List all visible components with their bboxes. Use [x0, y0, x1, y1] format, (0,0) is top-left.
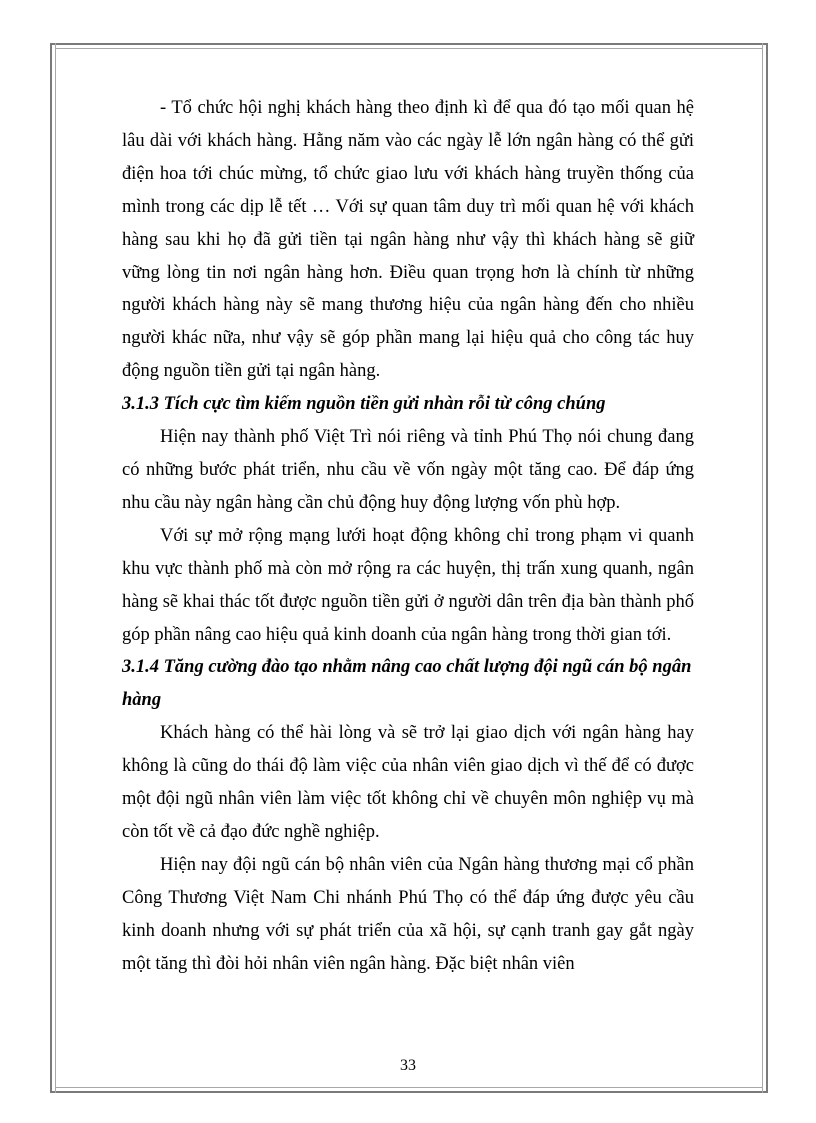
- border-right-inner: [762, 43, 763, 1093]
- border-left-inner: [55, 43, 56, 1093]
- border-bottom: [50, 1091, 768, 1093]
- paragraph-network-expansion: Với sự mở rộng mạng lưới hoạt động không chỉ trong phạm vi quanh khu vực thành phố mà còn mở rộng ra các huyện, thị trấn xung quanh, ngân hàng sẽ khai thác tốt được nguồn tiền gửi ở người dân trên địa bàn thành phố góp phần nâng cao hiệu quả kinh doanh của ngân hàng trong thời gian tới.: [122, 525, 694, 645]
- border-bottom-inner: [55, 1087, 763, 1088]
- paragraph-customer-conference: - Tổ chức hội nghị khách hàng theo định kì để qua đó tạo mối quan hệ lâu dài với khách hàng. Hằng năm vào các ngày lễ lớn ngân hàng có thể gửi điện hoa tới chúc mừng, tổ chức giao lưu với khách hàng truyền thống của mình trong các dịp lễ tết … Với sự quan tâm duy trì mối quan hệ với khách hàng sau khi họ đã gửi tiền tại ngân hàng như vậy thì khách hàng sẽ giữ vững lòng tin nơi ngân hàng hơn. Điều quan trọng hơn là chính từ những người khách hàng này sẽ mang thương hiệu của ngân hàng đến cho nhiều người khác nữa, như vậy sẽ góp phần mang lại hiệu quả cho công tác huy động nguồn tiền gửi tại ngân hàng.: [122, 98, 694, 382]
- border-top: [50, 43, 768, 45]
- border-left: [50, 43, 52, 1093]
- paragraph-customer-satisfaction: Khách hàng có thể hài lòng và sẽ trở lại giao dịch với ngân hàng hay không là cũng do thái độ làm việc của nhân viên giao dịch vì thế để có được một đội ngũ nhân viên làm việc tốt không chỉ về chuyên môn nghiệp vụ mà còn tốt về cả đạo đức nghề nghiệp.: [122, 723, 694, 842]
- border-top-inner: [55, 48, 763, 49]
- page-number: 33: [400, 1057, 416, 1074]
- paragraph-viet-tri-growth: Hiện nay thành phố Việt Trì nói riêng và tỉnh Phú Thọ nói chung đang có những bước phát triển, nhu cầu về vốn ngày một tăng cao. Để đáp ứng nhu cầu này ngân hàng cần chủ động huy động lượng vốn phù hợp.: [122, 427, 694, 513]
- border-right: [766, 43, 768, 1093]
- section-heading-3-1-4: 3.1.4 Tăng cường đào tạo nhằm nâng cao chất lượng đội ngũ cán bộ ngân hàng: [122, 657, 692, 711]
- section-heading-3-1-3: 3.1.3 Tích cực tìm kiếm nguồn tiền gửi nhàn rỗi từ công chúng: [122, 394, 606, 415]
- document-body: [122, 92, 694, 980]
- paragraph-staff-requirements: Hiện nay đội ngũ cán bộ nhân viên của Ngân hàng thương mại cổ phần Công Thương Việt Nam Chi nhánh Phú Thọ có thể đáp ứng được yêu cầu kinh doanh nhưng với sự phát triển của xã hội, sự cạnh tranh gay gắt ngày một tăng thì đòi hỏi nhân viên ngân hàng. Đặc biệt nhân viên: [122, 854, 694, 974]
